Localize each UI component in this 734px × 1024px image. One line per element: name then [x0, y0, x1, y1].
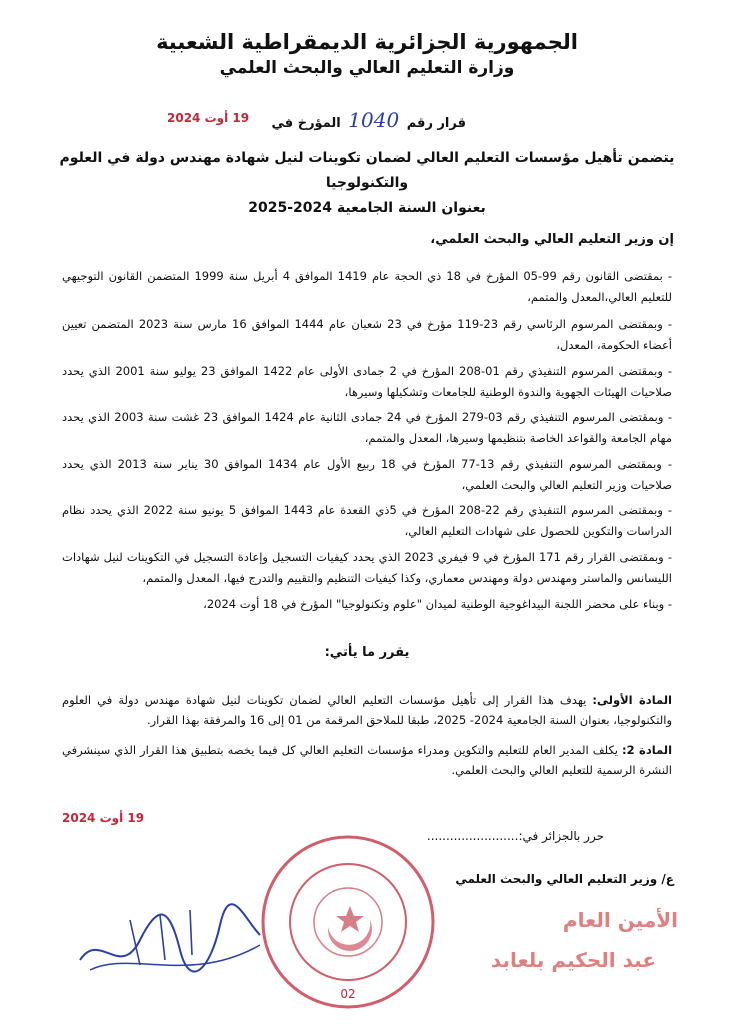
decision-dated-label: المؤرخ في — [271, 116, 341, 131]
signer-title-stamp: الأمين العام — [562, 908, 678, 932]
seal-number: 02 — [340, 987, 356, 1001]
article-1 — [62, 690, 672, 730]
decides-heading: يقرر ما يأتي: — [324, 645, 410, 660]
minister-salutation: إن وزير التعليم العالي والبحث العلمي، — [430, 232, 674, 247]
decision-date-stamp: 19 أوت 2024 — [167, 111, 250, 125]
article-2 — [62, 740, 672, 780]
consideration-item: - وبمقتضى المرسوم التنفيذي رقم 13-77 المؤرخ في 18 ربيع الأول عام 1434 الموافق 30 يناير سنة 2013 الذي يحدد صلاحيات وزير التعليم العالي والبحث العلمي، — [62, 457, 672, 492]
signer-line: ع/ وزير التعليم العالي والبحث العلمي — [455, 872, 674, 886]
consideration-item: - وبمقتضى القرار رقم 171 المؤرخ في 9 فيفري 2023 الذي يحدد كيفيات التسجيل وإعادة التسجيل في التكوينات لنيل شهادات الليسانس والماستر ومهندس دولة ومهندس معماري، وكذا كيفيات التنظيم والتقييم والتدرج فيها، المعدل والمتمم، — [62, 550, 672, 585]
consideration-item: - وبمقتضى المرسوم الرئاسي رقم 23-119 مؤرخ في 23 شعبان عام 1444 الموافق 16 مارس سنة 2023 المتضمن تعيين أعضاء الحكومة، المعدل، — [62, 317, 673, 352]
decision-number: 1040 — [348, 108, 400, 132]
article-label: المادة 2: — [622, 743, 673, 757]
republic-title: الجمهورية الجزائرية الديمقراطية الشعبية — [156, 30, 578, 54]
decision-prefix: قرار رقم — [406, 116, 466, 131]
decision-number-line — [272, 108, 466, 132]
ministry-title: وزارة التعليم العالي والبحث العلمي — [219, 58, 515, 78]
article-text: يكلف المدير العام للتعليم والتكوين ومدراء مؤسسات التعليم العالي كل فيما يخصه بتطبيق هذا القرار الذي سينشرفي النشرة الرسمية للتعليم العالي والبحث العلمي. — [62, 743, 672, 777]
done-at-line: حرر بالجزائر في:........................ — [426, 829, 604, 843]
consideration-item: - وبمقتضى المرسوم التنفيذي رقم 22-208 المؤرخ في 5ذي القعدة عام 1443 الموافق 5 يونيو سنة 2022 الذي يحدد نظام الدراسات والتكوين للحصول على شهادات التعليم العالي، — [62, 503, 672, 538]
consideration-item: - وبمقتضى المرسوم التنفيذي رقم 01-208 المؤرخ في 2 جمادى الأولى عام 1422 الموافق 23 يوليو سنة 2001 الذي يحدد صلاحيات الهيئات الجهوية والندوة الوطنية للجامعات وتشكيلها وسيرها، — [62, 364, 673, 399]
article-label: المادة الأولى: — [592, 693, 672, 707]
consideration-item: - وبناء على محضر اللجنة البيداغوجية الوطنية لميدان "علوم وتكنولوجيا" المؤرخ في 18 أوت 2024، — [203, 597, 672, 611]
article-text: يهدف هذا القرار إلى تأهيل مؤسسات التعليم العالي لضمان تكوينات لنيل شهادة مهندس دولة في العلوم والتكنولوجيا، بعنوان السنة الجامعية 2024- 2025، طبقا للملاحق المرقمة من 01 إلى 16 والمرفقة بهذا القرار. — [62, 693, 672, 727]
handwritten-signature — [70, 890, 270, 990]
consideration-item: - بمقتضى القانون رقم 99-05 المؤرخ في 18 ذي الحجة عام 1419 الموافق 4 أبريل سنة 1999 المتضمن القانون التوجيهي للتعليم العالي،المعدل والمتمم، — [62, 269, 673, 304]
ministry-seal — [258, 832, 438, 1012]
consideration-item: - وبمقتضى المرسوم التنفيذي رقم 03-279 المؤرخ في 24 جمادى الثانية عام 1424 الموافق 23 غشت سنة 2003 الذي يحدد مهام الجامعة والقواعد الخاصة بتنظيمها وسيرها، المعدل والمتمم، — [62, 410, 672, 445]
decision-subject — [40, 146, 694, 221]
subject-line-2: بعنوان السنة الجامعية 2024-2025 — [248, 200, 486, 216]
signer-name-stamp: عبد الحكيم بلعابد — [490, 948, 656, 972]
closing-date-stamp: 19 أوت 2024 — [62, 811, 145, 825]
subject-line-1: يتضمن تأهيل مؤسسات التعليم العالي لضمان تكوينات لنيل شهادة مهندس دولة في العلوم والتكنولوجيا — [59, 150, 675, 191]
